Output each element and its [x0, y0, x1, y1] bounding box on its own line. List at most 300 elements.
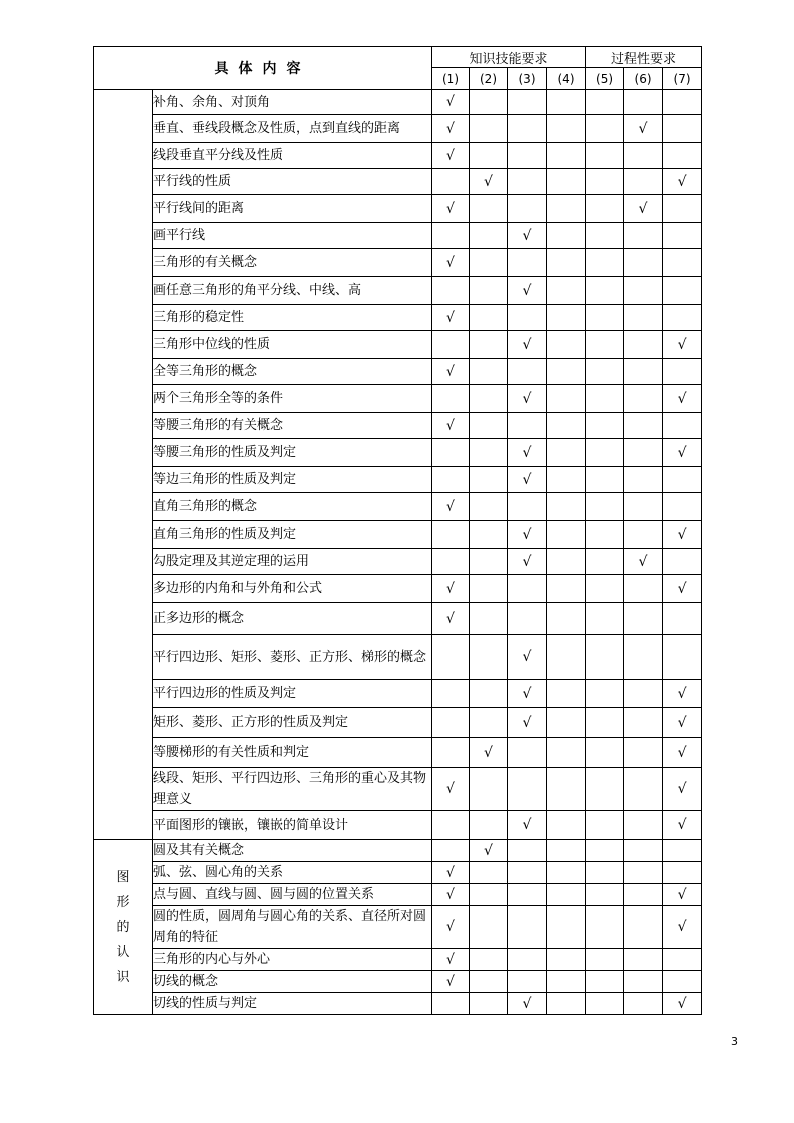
mark-cell	[624, 493, 663, 521]
mark-cell	[508, 575, 547, 603]
mark-cell	[470, 971, 508, 993]
mark-cell	[586, 884, 624, 906]
mark-cell	[432, 768, 470, 811]
table-row	[94, 305, 702, 331]
content-cell: 三角形的内心与外心	[153, 949, 432, 971]
mark-cell	[663, 305, 702, 331]
content-cell: 画任意三角形的角平分线、中线、高	[153, 277, 432, 305]
mark-cell	[663, 884, 702, 906]
mark-cell	[586, 680, 624, 708]
mark-cell	[508, 811, 547, 840]
mark-cell	[547, 635, 586, 680]
column-header: (4)	[547, 68, 586, 90]
mark-cell	[470, 115, 508, 143]
mark-cell	[547, 223, 586, 249]
mark-cell	[432, 115, 470, 143]
mark-cell	[470, 521, 508, 549]
table-row	[94, 359, 702, 385]
content-cell: 切线的概念	[153, 971, 432, 993]
category-cell	[94, 90, 153, 840]
mark-cell	[663, 521, 702, 549]
mark-cell	[624, 223, 663, 249]
table-row	[94, 277, 702, 305]
table-body	[94, 47, 702, 1015]
mark-cell	[624, 143, 663, 169]
mark-cell	[663, 862, 702, 884]
mark-cell	[547, 768, 586, 811]
mark-cell	[470, 884, 508, 906]
mark-cell	[432, 90, 470, 115]
mark-cell	[432, 680, 470, 708]
mark-cell	[586, 305, 624, 331]
mark-cell	[624, 169, 663, 195]
content-cell: 等腰梯形的有关性质和判定	[153, 738, 432, 768]
mark-cell	[508, 840, 547, 862]
mark-cell	[624, 385, 663, 413]
mark-cell	[432, 521, 470, 549]
check-mark: √	[522, 526, 532, 543]
mark-cell	[624, 249, 663, 277]
mark-cell	[586, 169, 624, 195]
column-header: (1)	[432, 68, 470, 90]
requirements-table	[93, 46, 702, 1015]
content-cell: 切线的性质与判定	[153, 993, 432, 1015]
mark-cell	[663, 906, 702, 949]
mark-cell	[432, 169, 470, 195]
content-cell: 多边形的内角和与外角和公式	[153, 575, 432, 603]
mark-cell	[547, 413, 586, 439]
mark-cell	[432, 884, 470, 906]
content-cell: 三角形中位线的性质	[153, 331, 432, 359]
table-row	[94, 949, 702, 971]
mark-cell	[547, 906, 586, 949]
mark-cell	[470, 223, 508, 249]
category-cell	[94, 840, 153, 1015]
mark-cell	[432, 635, 470, 680]
table-row	[94, 993, 702, 1015]
mark-cell	[663, 840, 702, 862]
check-mark: √	[677, 781, 687, 797]
mark-cell	[624, 413, 663, 439]
mark-cell	[508, 906, 547, 949]
mark-cell	[432, 971, 470, 993]
mark-cell	[508, 738, 547, 768]
mark-cell	[470, 906, 508, 949]
mark-cell	[663, 493, 702, 521]
mark-cell	[663, 708, 702, 738]
mark-cell	[586, 862, 624, 884]
table-row	[94, 249, 702, 277]
mark-cell	[624, 305, 663, 331]
mark-cell	[432, 385, 470, 413]
mark-cell	[586, 331, 624, 359]
mark-cell	[624, 884, 663, 906]
mark-cell	[663, 413, 702, 439]
mark-cell	[624, 840, 663, 862]
mark-cell	[586, 90, 624, 115]
mark-cell	[508, 195, 547, 223]
mark-cell	[470, 249, 508, 277]
column-header: (5)	[586, 68, 624, 90]
mark-cell	[547, 549, 586, 575]
mark-cell	[663, 385, 702, 413]
check-mark: √	[446, 309, 455, 326]
mark-cell	[547, 811, 586, 840]
table-row	[94, 708, 702, 738]
mark-cell	[547, 439, 586, 467]
mark-cell	[432, 840, 470, 862]
mark-cell	[470, 575, 508, 603]
mark-cell	[586, 738, 624, 768]
mark-cell	[663, 811, 702, 840]
mark-cell	[547, 359, 586, 385]
category-label: 图形的认识	[116, 869, 130, 985]
mark-cell	[432, 811, 470, 840]
mark-cell	[586, 575, 624, 603]
page-number: 3	[731, 1035, 738, 1048]
mark-cell	[470, 195, 508, 223]
mark-cell	[663, 949, 702, 971]
mark-cell	[470, 467, 508, 493]
mark-cell	[432, 549, 470, 575]
mark-cell	[547, 277, 586, 305]
mark-cell	[547, 305, 586, 331]
mark-cell	[508, 467, 547, 493]
content-cell: 补角、余角、对顶角	[153, 90, 432, 115]
table-row	[94, 385, 702, 413]
table-row	[94, 971, 702, 993]
table-row	[94, 680, 702, 708]
mark-cell	[470, 90, 508, 115]
mark-cell	[547, 493, 586, 521]
mark-cell	[663, 467, 702, 493]
mark-cell	[470, 811, 508, 840]
mark-cell	[586, 840, 624, 862]
check-mark: √	[677, 526, 687, 543]
content-cell: 弧、弦、圆心角的关系	[153, 862, 432, 884]
mark-cell	[663, 738, 702, 768]
mark-cell	[547, 249, 586, 277]
check-mark: √	[446, 973, 455, 990]
table-row	[94, 549, 702, 575]
mark-cell	[547, 862, 586, 884]
mark-cell	[508, 305, 547, 331]
table-row	[94, 115, 702, 143]
check-mark: √	[677, 817, 687, 833]
check-mark: √	[522, 995, 532, 1012]
mark-cell	[586, 635, 624, 680]
mark-cell	[432, 143, 470, 169]
mark-cell	[432, 331, 470, 359]
table-row	[94, 143, 702, 169]
column-header: (3)	[508, 68, 547, 90]
column-header: (2)	[470, 68, 508, 90]
mark-cell	[508, 413, 547, 439]
mark-cell	[432, 439, 470, 467]
check-mark: √	[522, 817, 532, 833]
mark-cell	[624, 115, 663, 143]
mark-cell	[586, 993, 624, 1015]
mark-cell	[547, 993, 586, 1015]
mark-cell	[624, 549, 663, 575]
content-cell: 正多边形的概念	[153, 603, 432, 635]
header-title: 具体内容	[94, 47, 432, 90]
mark-cell	[432, 413, 470, 439]
table-row	[94, 331, 702, 359]
check-mark: √	[522, 649, 532, 665]
mark-cell	[470, 413, 508, 439]
check-mark: √	[677, 390, 687, 407]
table-row	[94, 169, 702, 195]
table-row	[94, 413, 702, 439]
mark-cell	[624, 811, 663, 840]
content-cell: 画平行线	[153, 223, 432, 249]
mark-cell	[470, 993, 508, 1015]
mark-cell	[432, 949, 470, 971]
check-mark: √	[522, 336, 532, 353]
mark-cell	[432, 493, 470, 521]
mark-cell	[624, 680, 663, 708]
table-row	[94, 906, 702, 949]
table-row	[94, 467, 702, 493]
mark-cell	[586, 359, 624, 385]
mark-cell	[432, 708, 470, 738]
content-cell: 三角形的稳定性	[153, 305, 432, 331]
content-cell: 线段、矩形、平行四边形、三角形的重心及其物理意义	[153, 768, 432, 811]
mark-cell	[432, 223, 470, 249]
mark-cell	[586, 277, 624, 305]
mark-cell	[586, 708, 624, 738]
mark-cell	[432, 862, 470, 884]
content-cell: 直角三角形的概念	[153, 493, 432, 521]
table-row	[94, 635, 702, 680]
mark-cell	[663, 549, 702, 575]
mark-cell	[547, 385, 586, 413]
mark-cell	[547, 949, 586, 971]
mark-cell	[547, 738, 586, 768]
mark-cell	[508, 115, 547, 143]
mark-cell	[586, 115, 624, 143]
check-mark: √	[446, 147, 455, 164]
mark-cell	[586, 413, 624, 439]
mark-cell	[586, 143, 624, 169]
mark-cell	[624, 862, 663, 884]
mark-cell	[508, 277, 547, 305]
content-cell: 等腰三角形的有关概念	[153, 413, 432, 439]
table-row	[94, 768, 702, 811]
mark-cell	[432, 305, 470, 331]
mark-cell	[432, 738, 470, 768]
mark-cell	[470, 768, 508, 811]
mark-cell	[586, 906, 624, 949]
mark-cell	[586, 223, 624, 249]
mark-cell	[470, 493, 508, 521]
mark-cell	[663, 603, 702, 635]
check-mark: √	[522, 471, 532, 488]
mark-cell	[624, 906, 663, 949]
mark-cell	[586, 811, 624, 840]
content-cell: 勾股定理及其逆定理的运用	[153, 549, 432, 575]
mark-cell	[586, 249, 624, 277]
content-cell: 等腰三角形的性质及判定	[153, 439, 432, 467]
mark-cell	[508, 971, 547, 993]
check-mark: √	[638, 553, 648, 570]
check-mark: √	[446, 919, 455, 935]
check-mark: √	[677, 444, 687, 461]
mark-cell	[470, 385, 508, 413]
check-mark: √	[446, 417, 455, 434]
mark-cell	[624, 575, 663, 603]
mark-cell	[586, 493, 624, 521]
mark-cell	[663, 223, 702, 249]
mark-cell	[586, 549, 624, 575]
mark-cell	[432, 603, 470, 635]
content-cell: 等边三角形的性质及判定	[153, 467, 432, 493]
check-mark: √	[677, 685, 687, 702]
mark-cell	[432, 906, 470, 949]
mark-cell	[508, 143, 547, 169]
check-mark: √	[446, 200, 455, 217]
mark-cell	[624, 331, 663, 359]
check-mark: √	[522, 553, 532, 570]
content-cell: 直角三角形的性质及判定	[153, 521, 432, 549]
content-cell: 点与圆、直线与圆、圆与圆的位置关系	[153, 884, 432, 906]
check-mark: √	[677, 995, 687, 1012]
mark-cell	[508, 249, 547, 277]
mark-cell	[663, 680, 702, 708]
mark-cell	[470, 862, 508, 884]
table-row	[94, 738, 702, 768]
content-cell: 平面图形的镶嵌，镶嵌的简单设计	[153, 811, 432, 840]
check-mark: √	[484, 842, 493, 859]
mark-cell	[624, 993, 663, 1015]
mark-cell	[508, 949, 547, 971]
content-cell: 圆的性质，圆周角与圆心角的关系、直径所对圆周角的特征	[153, 906, 432, 949]
mark-cell	[470, 738, 508, 768]
mark-cell	[624, 439, 663, 467]
mark-cell	[508, 359, 547, 385]
mark-cell	[624, 90, 663, 115]
mark-cell	[547, 971, 586, 993]
check-mark: √	[446, 498, 455, 515]
mark-cell	[663, 90, 702, 115]
header-process: 过程性要求	[586, 47, 702, 68]
mark-cell	[508, 385, 547, 413]
mark-cell	[547, 90, 586, 115]
table-row	[94, 439, 702, 467]
table-row	[94, 493, 702, 521]
table-row	[94, 884, 702, 906]
mark-cell	[508, 884, 547, 906]
mark-cell	[508, 90, 547, 115]
check-mark: √	[638, 200, 648, 217]
check-mark: √	[677, 919, 687, 935]
content-cell: 全等三角形的概念	[153, 359, 432, 385]
column-header: (6)	[624, 68, 663, 90]
content-cell: 三角形的有关概念	[153, 249, 432, 277]
header-knowledge-skill: 知识技能要求	[432, 47, 586, 68]
mark-cell	[432, 467, 470, 493]
mark-cell	[547, 840, 586, 862]
table-row	[94, 195, 702, 223]
content-cell: 平行四边形、矩形、菱形、正方形、梯形的概念	[153, 635, 432, 680]
content-cell: 垂直、垂线段概念及性质，点到直线的距离	[153, 115, 432, 143]
check-mark: √	[677, 173, 687, 190]
mark-cell	[624, 521, 663, 549]
mark-cell	[547, 143, 586, 169]
content-cell: 线段垂直平分线及性质	[153, 143, 432, 169]
mark-cell	[470, 549, 508, 575]
mark-cell	[624, 635, 663, 680]
mark-cell	[586, 439, 624, 467]
content-cell: 矩形、菱形、正方形的性质及判定	[153, 708, 432, 738]
mark-cell	[508, 862, 547, 884]
mark-cell	[432, 993, 470, 1015]
mark-cell	[663, 575, 702, 603]
check-mark: √	[522, 714, 532, 731]
content-cell: 两个三角形全等的条件	[153, 385, 432, 413]
mark-cell	[586, 467, 624, 493]
table-row	[94, 90, 702, 115]
mark-cell	[432, 359, 470, 385]
mark-cell	[663, 169, 702, 195]
column-header: (7)	[663, 68, 702, 90]
mark-cell	[470, 439, 508, 467]
mark-cell	[663, 277, 702, 305]
mark-cell	[547, 680, 586, 708]
check-mark: √	[522, 685, 532, 702]
check-mark: √	[446, 94, 455, 110]
mark-cell	[663, 195, 702, 223]
mark-cell	[470, 143, 508, 169]
mark-cell	[432, 277, 470, 305]
mark-cell	[663, 439, 702, 467]
content-cell: 平行线的性质	[153, 169, 432, 195]
mark-cell	[547, 169, 586, 195]
mark-cell	[586, 195, 624, 223]
mark-cell	[432, 195, 470, 223]
table-row	[94, 603, 702, 635]
mark-cell	[624, 467, 663, 493]
mark-cell	[547, 521, 586, 549]
check-mark: √	[446, 610, 455, 627]
mark-cell	[624, 359, 663, 385]
mark-cell	[508, 439, 547, 467]
check-mark: √	[484, 744, 493, 761]
mark-cell	[470, 169, 508, 195]
mark-cell	[470, 359, 508, 385]
mark-cell	[547, 603, 586, 635]
mark-cell	[624, 603, 663, 635]
check-mark: √	[446, 886, 455, 903]
check-mark: √	[446, 254, 455, 271]
mark-cell	[547, 884, 586, 906]
mark-cell	[432, 575, 470, 603]
mark-cell	[547, 467, 586, 493]
mark-cell	[508, 708, 547, 738]
mark-cell	[663, 143, 702, 169]
mark-cell	[586, 971, 624, 993]
mark-cell	[624, 195, 663, 223]
mark-cell	[470, 331, 508, 359]
mark-cell	[508, 493, 547, 521]
check-mark: √	[638, 120, 648, 137]
mark-cell	[663, 331, 702, 359]
mark-cell	[624, 949, 663, 971]
mark-cell	[470, 305, 508, 331]
mark-cell	[586, 768, 624, 811]
mark-cell	[508, 635, 547, 680]
